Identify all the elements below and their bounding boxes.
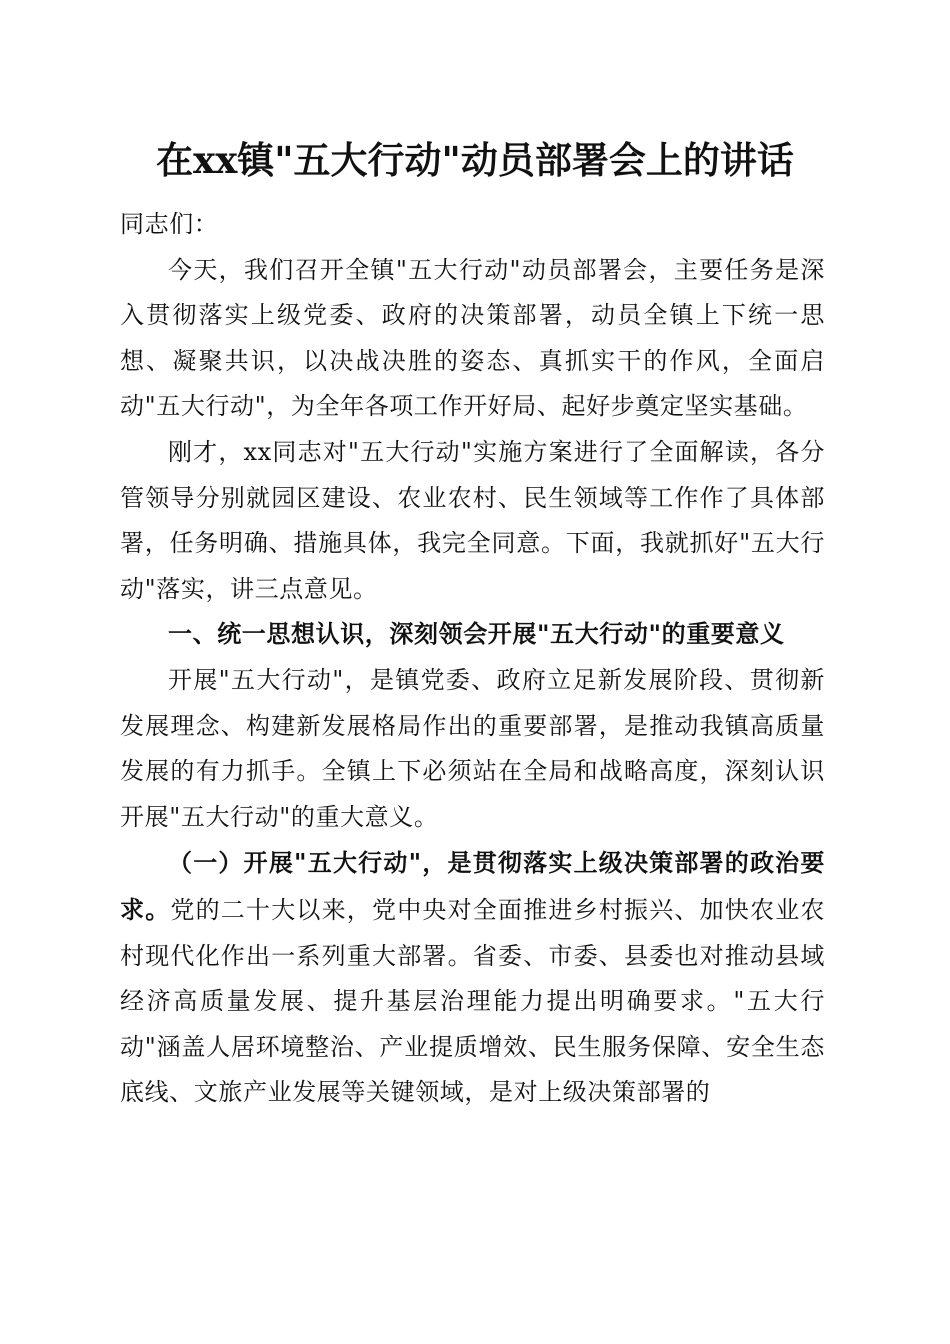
- paragraph-opening: 今天，我们召开全镇"五大行动"动员部署会，主要任务是深入贯彻落实上级党委、政府的决策部署，动员全镇上下统一思想、凝聚共识，以决战决胜的姿态、真抓实干的作风，全面启动"五大行动"，为全年各项工作开好局、起好步奠定坚实基础。: [120, 255, 825, 421]
- subsection-1-body: 党的二十大以来，党中央对全面推进乡村振兴、加快农业农村现代化作出一系列重大部署。省委、市委、县委也对推动县域经济高质量发展、提升基层治理能力提出明确要求。"五大行动"涵盖人居环境整治、产业提质增效、民生服务保障、安全生态底线、文旅产业发展等关键领域，是对上级决策部署的: [120, 895, 825, 1107]
- paragraph-significance: 开展"五大行动"，是镇党委、政府立足新发展阶段、贯彻新发展理念、构建新发展格局作出的重要部署，是推动我镇高质量发展的有力抓手。全镇上下必须站在全局和战略高度，深刻认识开展"五大行动"的重大意义。: [120, 665, 825, 831]
- document-body: [120, 202, 825, 1116]
- salutation: 同志们：: [120, 210, 219, 238]
- paragraph-subsection-1: [120, 840, 825, 1116]
- document-title: 在xx镇"五大行动"动员部署会上的讲话: [156, 138, 794, 182]
- subsection-1-lead: （一）开展"五大行动"，是贯彻落实上级决策部署的政治要求。: [120, 848, 825, 924]
- paragraph-intro: 刚才，xx同志对"五大行动"实施方案进行了全面解读，各分管领导分别就园区建设、农业农村、民生领域等工作作了具体部署，任务明确、措施具体，我完全同意。下面，我就抓好"五大行动"落实，讲三点意见。: [120, 437, 825, 603]
- section-heading-1: 一、统一思想认识，深刻领会开展"五大行动"的重要意义: [168, 620, 785, 649]
